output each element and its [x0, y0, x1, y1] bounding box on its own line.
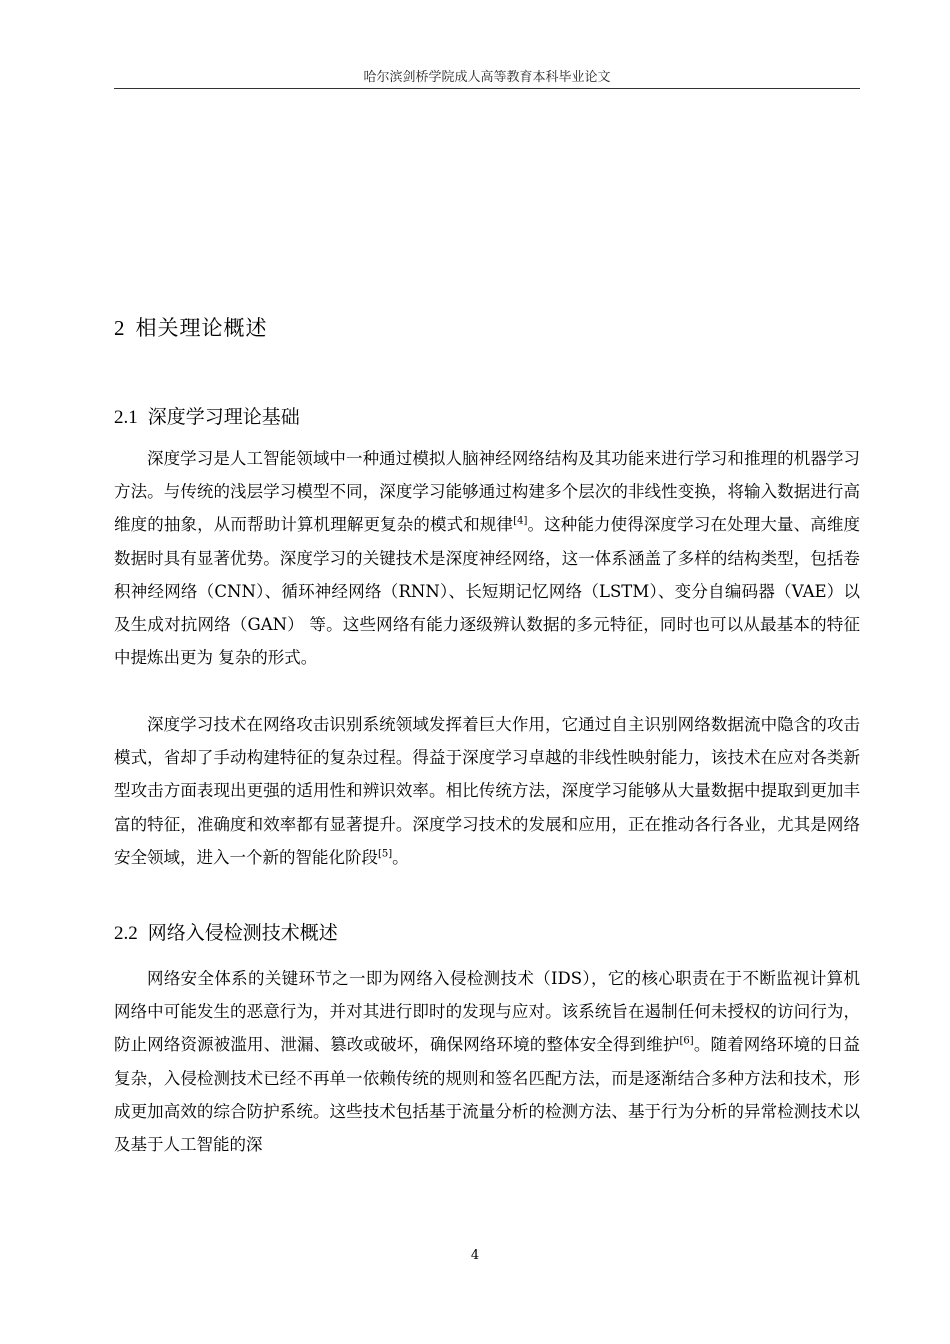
section-title: 深度学习理论基础: [147, 406, 300, 428]
citation-ref: [4]: [513, 515, 528, 527]
paragraph-text: 。随着网络环境的日益复杂，入侵检测技术已经不再单一依赖传统的规则和签名匹配方法，而是逐渐结合多种方法和技术，形成更加高效的综合防护系统。这些技术包括基于流量分析的检测方法、基于行为分析的异常检测技术以及基于人工智能的深: [114, 1035, 861, 1155]
paragraph-ids-overview: [114, 962, 860, 1161]
section-heading-2-1: [114, 402, 300, 429]
section-title: 网络入侵检测技术概述: [147, 922, 338, 944]
chapter-number: 2: [114, 316, 126, 340]
chapter-heading: [114, 312, 268, 342]
citation-ref: [6]: [679, 1035, 694, 1047]
running-header: 哈尔滨剑桥学院成人高等教育本科毕业论文: [363, 70, 611, 85]
chapter-title: 相关理论概述: [135, 316, 268, 340]
paragraph-deep-learning-intro: [114, 442, 860, 674]
citation-ref: [5]: [378, 848, 393, 860]
paragraph-text: 网络安全体系的关键环节之一即为网络入侵检测技术（IDS），它的核心职责在于不断监视计算机网络中可能发生的恶意行为，并对其进行即时的发现与应对。该系统旨在遏制任何未授权的访问行为，防止网络资源被滥用、泄漏、篡改或破坏，确保网络环境的整体安全得到维护: [114, 969, 860, 1055]
section-number: 2.2: [114, 923, 138, 944]
page-number: 4: [470, 1248, 480, 1263]
section-number: 2.1: [114, 407, 138, 428]
section-heading-2-2: [114, 918, 338, 945]
paragraph-text: 。这种能力使得深度学习在处理大量、高维度数据时具有显著优势。深度学习的关键技术是深度神经网络，这一体系涵盖了多样的结构类型，包括卷积神经网络（CNN）、循环神经网络（RNN）、长短期记忆网络（LSTM）、变分自编码器（VAE）以及生成对抗网络（GAN） 等。这些网络有能力逐级辨认数据的多元特征，同时也可以从最基本的特征中提炼出更为 复杂的形式。: [114, 515, 861, 668]
paragraph-text: 深度学习技术在网络攻击识别系统领域发挥着巨大作用，它通过自主识别网络数据流中隐含的攻击模式，省却了手动构建特征的复杂过程。得益于深度学习卓越的非线性映射能力，该技术在应对各类新型攻击方面表现出更强的适用性和辨识效率。相比传统方法，深度学习能够从大量数据中提取到更加丰富的特征，准确度和效率都有显著提升。深度学习技术的发展和应用，正在推动各行各业，尤其是网络安全领域，进入一个新的智能化阶段: [114, 715, 860, 867]
paragraph-text: 。: [392, 847, 409, 867]
header-rule: [114, 88, 860, 89]
paragraph-deep-learning-ids: [114, 708, 860, 874]
paragraph-text: 深度学习是人工智能领域中一种通过模拟人脑神经网络结构及其功能来进行学习和推理的机器学习方法。与传统的浅层学习模型不同，深度学习能够通过构建多个层次的非线性变换，将输入数据进行高维度的抽象，从而帮助计算机理解更复杂的模式和规律: [114, 449, 860, 535]
